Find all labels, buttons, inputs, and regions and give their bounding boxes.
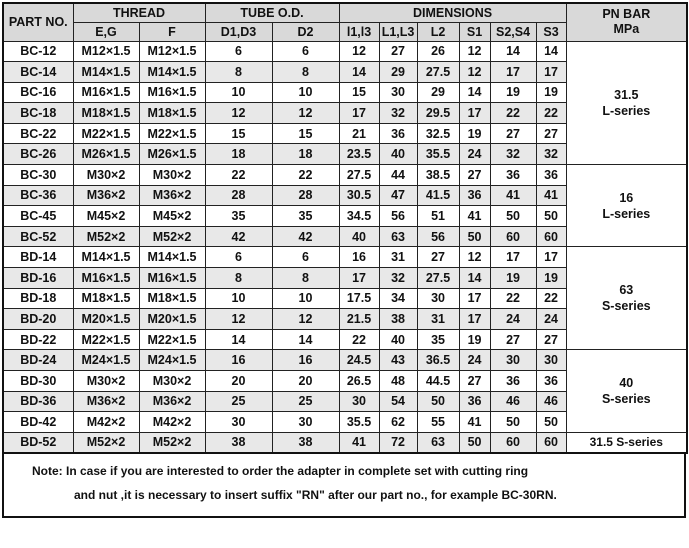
cell-s3: 46 (536, 391, 566, 412)
cell-L1: 72 (379, 432, 417, 453)
cell-d2: 6 (272, 247, 339, 268)
cell-d1: 14 (205, 329, 272, 350)
cell-L1: 63 (379, 226, 417, 247)
cell-f: M22×1.5 (139, 123, 205, 144)
cell-s2: 32 (490, 144, 536, 165)
cell-d1: 6 (205, 41, 272, 62)
cell-part: BC-30 (3, 165, 73, 186)
cell-L2: 55 (417, 412, 459, 433)
pn-group (566, 247, 687, 350)
cell-s2: 14 (490, 41, 536, 62)
cell-L2: 27.5 (417, 62, 459, 83)
cell-s2: 22 (490, 288, 536, 309)
cell-d2: 25 (272, 391, 339, 412)
cell-part: BC-18 (3, 103, 73, 124)
cell-eg: M14×1.5 (73, 62, 139, 83)
cell-L1: 47 (379, 185, 417, 206)
cell-s3: 50 (536, 206, 566, 227)
cell-s1: 14 (459, 268, 490, 289)
pn-series: L-series (602, 103, 651, 118)
cell-L1: 40 (379, 329, 417, 350)
cell-part: BC-14 (3, 62, 73, 83)
cell-s2: 50 (490, 412, 536, 433)
cell-f: M45×2 (139, 206, 205, 227)
cell-d1: 6 (205, 247, 272, 268)
cell-s3: 22 (536, 103, 566, 124)
cell-s1: 14 (459, 82, 490, 103)
cell-eg: M22×1.5 (73, 123, 139, 144)
cell-d1: 42 (205, 226, 272, 247)
cell-l1: 40 (339, 226, 379, 247)
note-line-1: Note: In case if you are interested to order the adapter in complete set with cutting ring (32, 463, 529, 478)
col-d1: D1,D3 (205, 22, 272, 41)
col-d2: D2 (272, 22, 339, 41)
cell-eg: M36×2 (73, 185, 139, 206)
cell-d2: 18 (272, 144, 339, 165)
spec-table (2, 2, 688, 454)
cell-d1: 16 (205, 350, 272, 371)
pn-series: S-series (601, 392, 651, 407)
cell-eg: M18×1.5 (73, 288, 139, 309)
cell-d1: 10 (205, 288, 272, 309)
cell-f: M18×1.5 (139, 103, 205, 124)
cell-L2: 36.5 (417, 350, 459, 371)
cell-d2: 10 (272, 288, 339, 309)
cell-s3: 17 (536, 62, 566, 83)
cell-L1: 32 (379, 268, 417, 289)
cell-eg: M26×1.5 (73, 144, 139, 165)
cell-eg: M20×1.5 (73, 309, 139, 330)
cell-s3: 14 (536, 41, 566, 62)
table-row (3, 350, 687, 371)
cell-d2: 28 (272, 185, 339, 206)
cell-L2: 30 (417, 288, 459, 309)
cell-f: M14×1.5 (139, 62, 205, 83)
cell-s2: 19 (490, 268, 536, 289)
cell-s3: 27 (536, 123, 566, 144)
cell-L2: 56 (417, 226, 459, 247)
cell-l1: 17 (339, 103, 379, 124)
cell-L1: 48 (379, 371, 417, 392)
cell-d1: 25 (205, 391, 272, 412)
cell-s1: 19 (459, 329, 490, 350)
cell-d1: 12 (205, 103, 272, 124)
cell-s3: 27 (536, 329, 566, 350)
cell-l1: 14 (339, 62, 379, 83)
cell-s2: 17 (490, 247, 536, 268)
cell-part: BD-52 (3, 432, 73, 453)
cell-s2: 41 (490, 185, 536, 206)
cell-s1: 41 (459, 206, 490, 227)
cell-l1: 22 (339, 329, 379, 350)
col-s3: S3 (536, 22, 566, 41)
cell-s1: 17 (459, 103, 490, 124)
cell-s1: 50 (459, 226, 490, 247)
cell-s2: 36 (490, 165, 536, 186)
pn-value: 63 (619, 283, 634, 298)
cell-L2: 27.5 (417, 268, 459, 289)
cell-s3: 36 (536, 165, 566, 186)
table-row (3, 165, 687, 186)
pn-value: 40 (619, 376, 634, 391)
cell-part: BD-36 (3, 391, 73, 412)
cell-eg: M30×2 (73, 371, 139, 392)
cell-d2: 22 (272, 165, 339, 186)
cell-eg: M52×2 (73, 226, 139, 247)
cell-s1: 12 (459, 41, 490, 62)
cell-f: M16×1.5 (139, 268, 205, 289)
mpa-label: MPa (613, 22, 640, 37)
pn-group (566, 432, 687, 453)
cell-s1: 17 (459, 309, 490, 330)
cell-f: M36×2 (139, 391, 205, 412)
cell-s1: 19 (459, 123, 490, 144)
thread-header: THREAD (73, 3, 205, 22)
cell-l1: 12 (339, 41, 379, 62)
cell-d2: 12 (272, 103, 339, 124)
cell-f: M14×1.5 (139, 247, 205, 268)
note-box (2, 454, 686, 518)
cell-s3: 19 (536, 82, 566, 103)
cell-d2: 14 (272, 329, 339, 350)
cell-d2: 30 (272, 412, 339, 433)
cell-s1: 36 (459, 391, 490, 412)
cell-L2: 26 (417, 41, 459, 62)
pn-series: L-series (602, 206, 651, 221)
cell-d1: 20 (205, 371, 272, 392)
cell-d1: 30 (205, 412, 272, 433)
cell-d2: 15 (272, 123, 339, 144)
cell-f: M12×1.5 (139, 41, 205, 62)
cell-l1: 30 (339, 391, 379, 412)
cell-s3: 50 (536, 412, 566, 433)
col-s1: S1 (459, 22, 490, 41)
table-row (3, 432, 687, 453)
cell-l1: 21.5 (339, 309, 379, 330)
cell-d2: 6 (272, 41, 339, 62)
cell-eg: M36×2 (73, 391, 139, 412)
col-l1: l1,l3 (339, 22, 379, 41)
pn-group (566, 165, 687, 247)
cell-f: M18×1.5 (139, 288, 205, 309)
dimensions-header: DIMENSIONS (339, 3, 566, 22)
cell-L2: 29 (417, 82, 459, 103)
cell-L2: 32.5 (417, 123, 459, 144)
pn-value: 16 (619, 190, 634, 205)
cell-s3: 17 (536, 247, 566, 268)
pn-value: 31.5 (614, 87, 639, 102)
cell-part: BC-26 (3, 144, 73, 165)
cell-s2: 19 (490, 82, 536, 103)
cell-part: BD-24 (3, 350, 73, 371)
cell-s2: 46 (490, 391, 536, 412)
cell-s3: 30 (536, 350, 566, 371)
cell-s2: 27 (490, 329, 536, 350)
cell-s1: 24 (459, 144, 490, 165)
cell-l1: 30.5 (339, 185, 379, 206)
cell-s1: 27 (459, 371, 490, 392)
cell-L2: 27 (417, 247, 459, 268)
cell-L2: 29.5 (417, 103, 459, 124)
cell-l1: 41 (339, 432, 379, 453)
cell-f: M16×1.5 (139, 82, 205, 103)
cell-d1: 22 (205, 165, 272, 186)
cell-s1: 36 (459, 185, 490, 206)
cell-part: BD-18 (3, 288, 73, 309)
cell-s3: 19 (536, 268, 566, 289)
cell-f: M52×2 (139, 432, 205, 453)
cell-s3: 36 (536, 371, 566, 392)
table-row (3, 247, 687, 268)
cell-part: BD-30 (3, 371, 73, 392)
cell-eg: M14×1.5 (73, 247, 139, 268)
cell-l1: 17 (339, 268, 379, 289)
cell-s2: 27 (490, 123, 536, 144)
table-row (3, 41, 687, 62)
cell-part: BC-52 (3, 226, 73, 247)
cell-s1: 17 (459, 288, 490, 309)
col-L1: L1,L3 (379, 22, 417, 41)
cell-L2: 50 (417, 391, 459, 412)
cell-part: BC-16 (3, 82, 73, 103)
cell-L2: 35 (417, 329, 459, 350)
cell-L1: 62 (379, 412, 417, 433)
col-eg: E,G (73, 22, 139, 41)
cell-l1: 34.5 (339, 206, 379, 227)
note-line-2: and nut ,it is necessary to insert suffix "RN" after our part no., for example BC-30RN. (74, 487, 557, 502)
cell-s1: 12 (459, 247, 490, 268)
cell-s2: 24 (490, 309, 536, 330)
cell-eg: M42×2 (73, 412, 139, 433)
cell-l1: 21 (339, 123, 379, 144)
spec-sheet (2, 2, 686, 518)
cell-d2: 38 (272, 432, 339, 453)
cell-f: M26×1.5 (139, 144, 205, 165)
cell-eg: M12×1.5 (73, 41, 139, 62)
pn-series: S-series (601, 299, 651, 314)
cell-L2: 38.5 (417, 165, 459, 186)
cell-s1: 12 (459, 62, 490, 83)
cell-d2: 8 (272, 62, 339, 83)
pn-value: 31.5 S-series (589, 435, 663, 450)
cell-s2: 22 (490, 103, 536, 124)
cell-s2: 60 (490, 432, 536, 453)
cell-s3: 41 (536, 185, 566, 206)
pn-bar-label: PN BAR (602, 7, 651, 22)
col-s2: S2,S4 (490, 22, 536, 41)
cell-eg: M45×2 (73, 206, 139, 227)
cell-s3: 24 (536, 309, 566, 330)
cell-s3: 60 (536, 432, 566, 453)
cell-f: M30×2 (139, 165, 205, 186)
cell-d1: 8 (205, 62, 272, 83)
pn-bar-header (566, 3, 687, 41)
cell-d2: 35 (272, 206, 339, 227)
cell-d1: 12 (205, 309, 272, 330)
cell-eg: M16×1.5 (73, 268, 139, 289)
cell-L2: 44.5 (417, 371, 459, 392)
cell-s1: 41 (459, 412, 490, 433)
cell-L2: 41.5 (417, 185, 459, 206)
cell-s3: 22 (536, 288, 566, 309)
cell-L1: 54 (379, 391, 417, 412)
spec-table-body (3, 41, 687, 453)
cell-L2: 35.5 (417, 144, 459, 165)
cell-d2: 42 (272, 226, 339, 247)
cell-L1: 56 (379, 206, 417, 227)
tube-od-header: TUBE O.D. (205, 3, 339, 22)
cell-eg: M16×1.5 (73, 82, 139, 103)
cell-L1: 34 (379, 288, 417, 309)
cell-f: M22×1.5 (139, 329, 205, 350)
cell-s3: 32 (536, 144, 566, 165)
cell-f: M24×1.5 (139, 350, 205, 371)
cell-f: M30×2 (139, 371, 205, 392)
cell-l1: 24.5 (339, 350, 379, 371)
cell-s2: 36 (490, 371, 536, 392)
part-no-header: PART NO. (3, 3, 73, 41)
cell-part: BD-22 (3, 329, 73, 350)
cell-s3: 60 (536, 226, 566, 247)
cell-l1: 27.5 (339, 165, 379, 186)
cell-eg: M24×1.5 (73, 350, 139, 371)
cell-l1: 15 (339, 82, 379, 103)
cell-L1: 29 (379, 62, 417, 83)
cell-L2: 63 (417, 432, 459, 453)
cell-d1: 28 (205, 185, 272, 206)
cell-d2: 8 (272, 268, 339, 289)
cell-part: BC-22 (3, 123, 73, 144)
cell-d1: 18 (205, 144, 272, 165)
cell-f: M20×1.5 (139, 309, 205, 330)
cell-L2: 31 (417, 309, 459, 330)
cell-s2: 60 (490, 226, 536, 247)
cell-part: BC-36 (3, 185, 73, 206)
cell-part: BD-20 (3, 309, 73, 330)
cell-s1: 50 (459, 432, 490, 453)
cell-s2: 30 (490, 350, 536, 371)
cell-L1: 40 (379, 144, 417, 165)
cell-L1: 36 (379, 123, 417, 144)
cell-L1: 43 (379, 350, 417, 371)
cell-eg: M52×2 (73, 432, 139, 453)
cell-l1: 23.5 (339, 144, 379, 165)
cell-L1: 44 (379, 165, 417, 186)
cell-d1: 35 (205, 206, 272, 227)
cell-s1: 27 (459, 165, 490, 186)
cell-L1: 32 (379, 103, 417, 124)
cell-part: BD-42 (3, 412, 73, 433)
cell-s1: 24 (459, 350, 490, 371)
cell-L1: 30 (379, 82, 417, 103)
cell-d1: 38 (205, 432, 272, 453)
cell-L1: 27 (379, 41, 417, 62)
cell-d2: 12 (272, 309, 339, 330)
cell-l1: 17.5 (339, 288, 379, 309)
cell-d2: 16 (272, 350, 339, 371)
cell-s2: 50 (490, 206, 536, 227)
col-L2: L2 (417, 22, 459, 41)
col-f: F (139, 22, 205, 41)
cell-L1: 38 (379, 309, 417, 330)
cell-f: M52×2 (139, 226, 205, 247)
cell-f: M42×2 (139, 412, 205, 433)
cell-d2: 10 (272, 82, 339, 103)
cell-part: BC-45 (3, 206, 73, 227)
cell-eg: M22×1.5 (73, 329, 139, 350)
cell-d2: 20 (272, 371, 339, 392)
cell-part: BC-12 (3, 41, 73, 62)
cell-l1: 35.5 (339, 412, 379, 433)
cell-f: M36×2 (139, 185, 205, 206)
cell-d1: 8 (205, 268, 272, 289)
cell-L1: 31 (379, 247, 417, 268)
cell-d1: 15 (205, 123, 272, 144)
pn-group (566, 350, 687, 432)
cell-d1: 10 (205, 82, 272, 103)
cell-l1: 26.5 (339, 371, 379, 392)
cell-part: BD-16 (3, 268, 73, 289)
cell-L2: 51 (417, 206, 459, 227)
cell-s2: 17 (490, 62, 536, 83)
cell-eg: M30×2 (73, 165, 139, 186)
cell-l1: 16 (339, 247, 379, 268)
cell-part: BD-14 (3, 247, 73, 268)
pn-group (566, 41, 687, 165)
cell-eg: M18×1.5 (73, 103, 139, 124)
